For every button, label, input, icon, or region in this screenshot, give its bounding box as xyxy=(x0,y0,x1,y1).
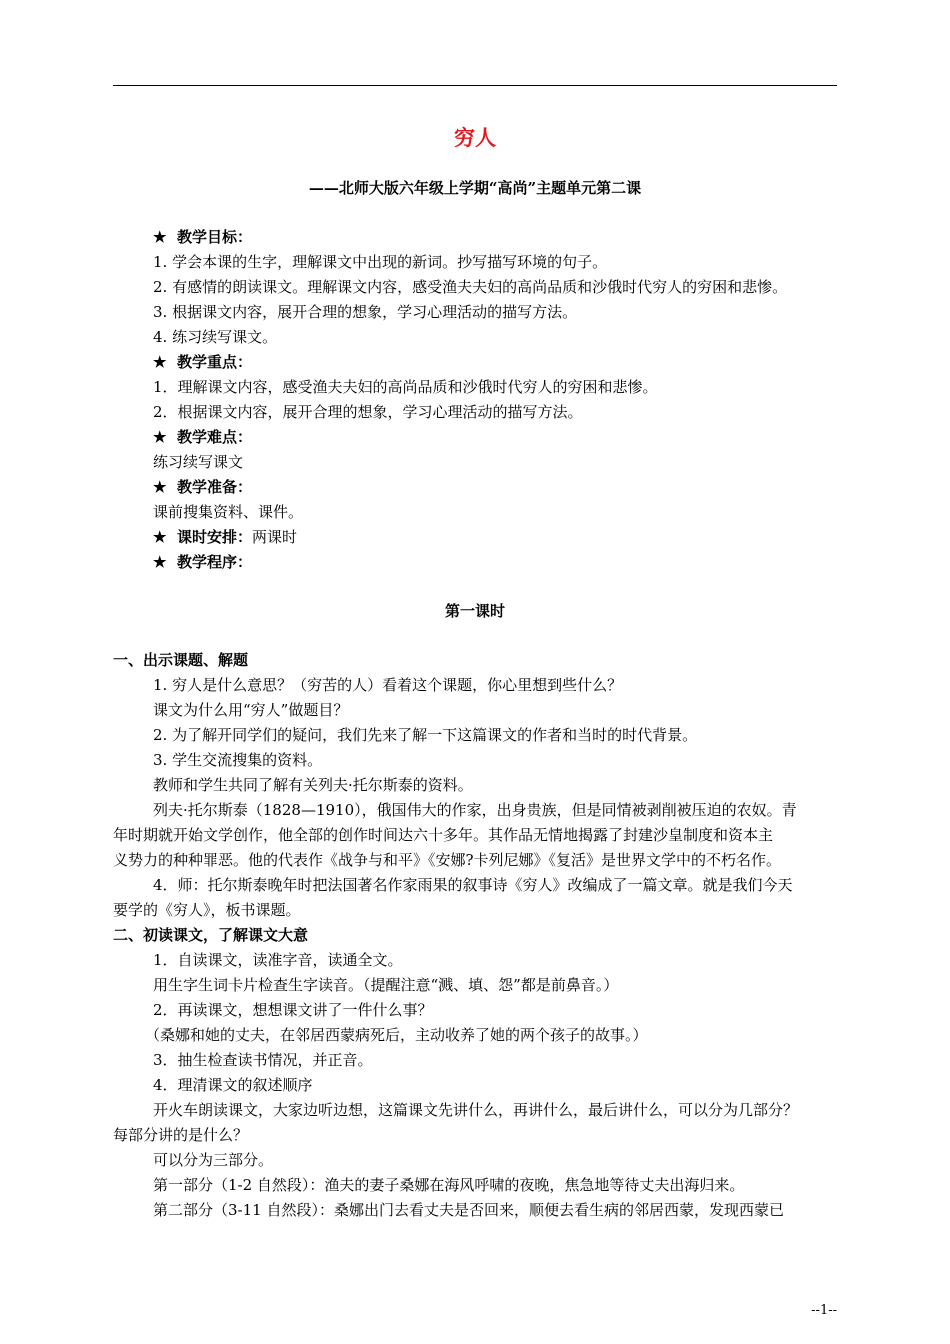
page-number: --1-- xyxy=(811,1303,837,1318)
schedule-heading: 课时安排： xyxy=(177,528,253,546)
section-line: 1. 穷人是什么意思？（穷苦的人）看着这个课题，你心里想到些什么？ xyxy=(153,676,623,694)
reading-paragraph-line: 每部分讲的是什么？ xyxy=(113,1126,249,1144)
section-two-heading: 二、初读课文，了解课文大意 xyxy=(113,926,309,944)
header-rule xyxy=(113,85,837,86)
author-paragraph-line: 年时期就开始文学创作，他全部的创作时间达六十多年。其作品无情地揭露了封建沙皇制度和资本主 xyxy=(113,826,774,844)
section-line: 第二部分（3-11 自然段）：桑娜出门去看丈夫是否回来，顺便去看生病的邻居西蒙，发现西蒙已 xyxy=(153,1201,784,1219)
reading-paragraph-line: 开火车朗读课文，大家边听边想，这篇课文先讲什么，再讲什么，最后讲什么，可以分为几部分？ xyxy=(153,1101,799,1119)
difficulties-heading: ★ 教学难点： xyxy=(113,425,837,450)
key-point-item: 1．理解课文内容，感受渔夫夫妇的高尚品质和沙俄时代穷人的穷困和悲惨。 xyxy=(153,378,658,396)
key-point-item: 2．根据课文内容，展开合理的想象，学习心理活动的描写方法。 xyxy=(153,403,583,421)
difficulties-text: 练习续写课文 xyxy=(153,453,244,471)
section-line: 3．抽生检查读书情况，并正音。 xyxy=(153,1051,373,1069)
section-line: 用生字生词卡片检查生字读音。（提醒注意“溅、填、怨”都是前鼻音。） xyxy=(153,976,619,994)
section-line: 课文为什么用“穷人”做题目？ xyxy=(153,701,349,719)
adaptation-paragraph-line: 要学的《穷人》，板书课题。 xyxy=(113,901,301,919)
star-icon: ★ xyxy=(153,528,167,546)
section-line: 1．自读课文，读准字音，读通全文。 xyxy=(153,951,403,969)
schedule-line xyxy=(113,525,837,550)
star-icon: ★ xyxy=(153,428,167,446)
document-subtitle: ——北师大版六年级上学期“高尚”主题单元第二课 xyxy=(308,179,642,197)
objective-item: 4. 练习续写课文。 xyxy=(153,328,278,346)
lesson-title: 第一课时 xyxy=(444,602,505,620)
procedure-heading: ★ 教学程序： xyxy=(113,550,837,575)
section-line: 教师和学生共同了解有关列夫·托尔斯泰的资料。 xyxy=(153,776,473,794)
document-title: 穷人 xyxy=(454,126,496,150)
star-icon: ★ xyxy=(153,478,167,496)
objective-item: 1. 学会本课的生字，理解课文中出现的新词。抄写描写环境的句子。 xyxy=(153,253,608,271)
section-line: （桑娜和她的丈夫，在邻居西蒙病死后，主动收养了她的两个孩子的故事。） xyxy=(145,1026,648,1044)
section-line: 第一部分（1-2 自然段）：渔夫的妻子桑娜在海风呼啸的夜晚，焦急地等待丈夫出海归来。 xyxy=(153,1176,745,1194)
section-line: 2．再读课文，想想课文讲了一件什么事？ xyxy=(153,1001,433,1019)
preparation-heading: ★ 教学准备： xyxy=(113,475,837,500)
author-paragraph-line: 义势力的种种罪恶。他的代表作《战争与和平》《安娜?卡列尼娜》《复活》是世界文学中的不朽名作。 xyxy=(113,851,782,869)
preparation-text: 课前搜集资料、课件。 xyxy=(153,503,304,521)
author-paragraph-line: 列夫·托尔斯泰（1828—1910），俄国伟大的作家，出身贵族，但是同情被剥削被压迫的农奴。青 xyxy=(153,801,797,819)
adaptation-paragraph-line: 4．师：托尔斯泰晚年时把法国著名作家雨果的叙事诗《穷人》改编成了一篇文章。就是我们今天 xyxy=(153,876,793,894)
star-icon: ★ xyxy=(153,353,167,371)
section-one-heading: 一、出示课题、解题 xyxy=(113,651,249,669)
section-line: 2. 为了解开同学们的疑问，我们先来了解一下这篇课文的作者和当时的时代背景。 xyxy=(153,726,698,744)
section-line: 3. 学生交流搜集的资料。 xyxy=(153,751,323,769)
section-one xyxy=(113,648,837,1223)
key-points-heading: ★ 教学重点： xyxy=(113,350,837,375)
schedule-text: 两课时 xyxy=(252,528,298,546)
objectives-heading: ★ 教学目标： xyxy=(113,225,837,250)
teaching-overview xyxy=(113,225,837,575)
star-icon: ★ xyxy=(153,228,167,246)
objective-item: 2. 有感情的朗读课文。理解课文内容，感受渔夫夫妇的高尚品质和沙俄时代穷人的穷困和悲惨。 xyxy=(153,278,788,296)
star-icon: ★ xyxy=(153,553,167,571)
section-line: 可以分为三部分。 xyxy=(153,1151,274,1169)
objective-item: 3. 根据课文内容，展开合理的想象，学习心理活动的描写方法。 xyxy=(153,303,578,321)
section-line: 4．理清课文的叙述顺序 xyxy=(153,1076,313,1094)
